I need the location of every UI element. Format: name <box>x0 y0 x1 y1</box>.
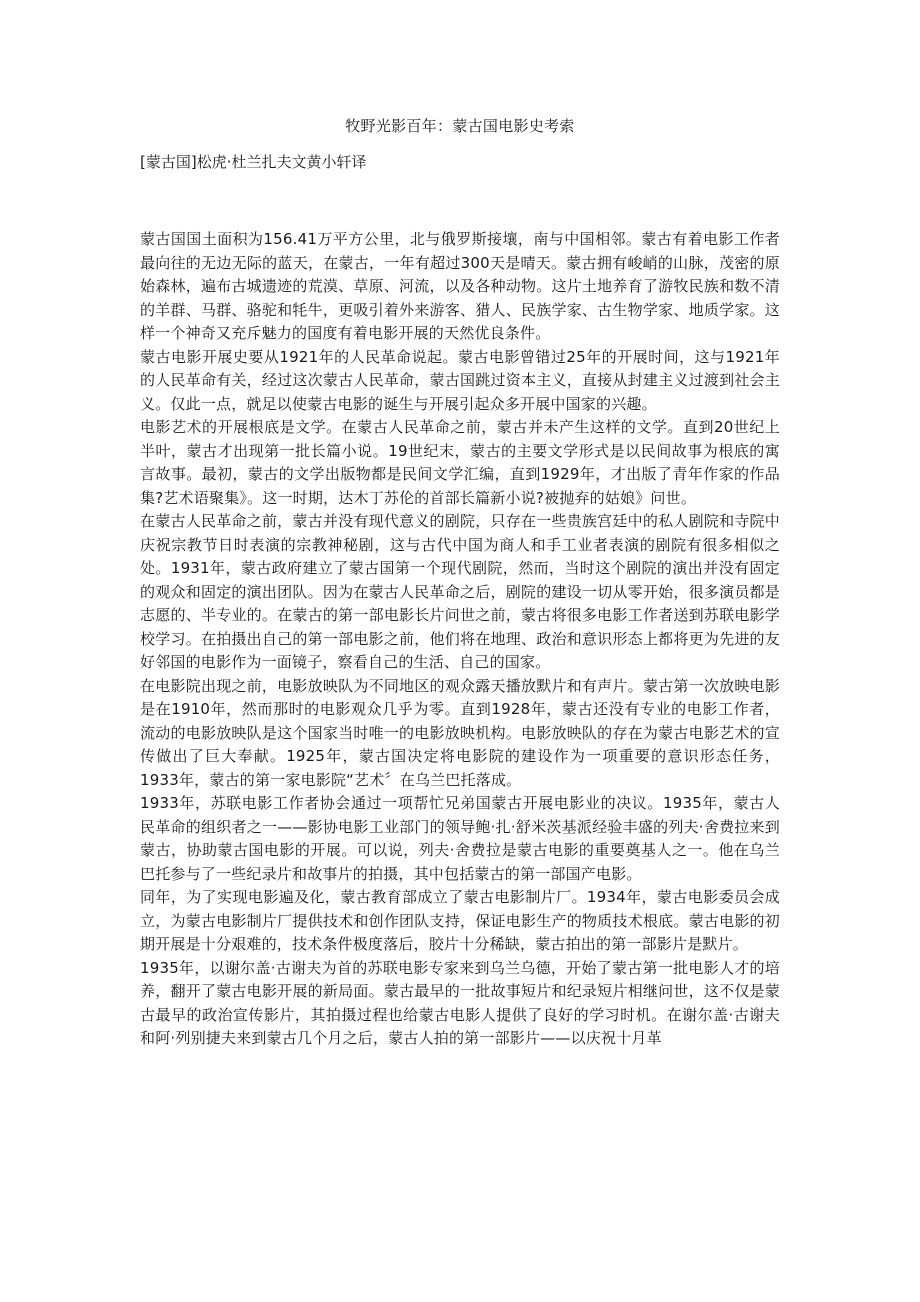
document-body <box>140 228 780 1051</box>
body-paragraph: 同年，为了实现电影遍及化，蒙古教育部成立了蒙古电影制片厂。1934年，蒙古电影委员会成立，为蒙古电影制片厂提供技术和创作团队支持，保证电影生产的物质技术根底。蒙古电影的初期开展是十分艰难的，技术条件极度落后，胶片十分稀缺，蒙古拍出的第一部影片是默片。 <box>140 888 780 953</box>
body-paragraph: 在蒙古人民革命之前，蒙古并没有现代意义的剧院，只存在一些贵族宫廷中的私人剧院和寺院中庆祝宗教节日时表演的宗教神秘剧，这与古代中国为商人和手工业者表演的剧院有很多相似之处。1931年，蒙古政府建立了蒙古国第一个现代剧院，然而，当时这个剧院的演出并没有固定的观众和固定的演出团队。因为在蒙古人民革命之后，剧院的建设一切从零开始，很多演员都是志愿的、半专业的。在蒙古的第一部电影长片问世之前，蒙古将很多电影工作者送到苏联电影学校学习。在拍摄出自己的第一部电影之前，他们将在地理、政治和意识形态上都将更为先进的友好邻国的电影作为一面镜子，察看自己的生活、自己的国家。 <box>140 512 780 671</box>
body-paragraph: 电影艺术的开展根底是文学。在蒙古人民革命之前，蒙古并未产生这样的文学。直到20世纪上半叶，蒙古才出现第一批长篇小说。19世纪末，蒙古的主要文学形式是以民间故事为根底的寓言故事。最初，蒙古的文学出版物都是民间文学汇编，直到1929年，才出版了青年作家的作品集?艺术语聚集》。这一时期，达木丁苏伦的首部长篇新小说?被抛弃的姑娘》问世。 <box>140 418 780 507</box>
body-paragraph: 1933年，苏联电影工作者协会通过一项帮忙兄弟国蒙古开展电影业的决议。1935年，蒙古人民革命的组织者之一——影协电影工业部门的领导鲍·扎·舒米茨基派经验丰盛的列夫·舍费拉来到蒙古，协助蒙古国电影的开展。可以说，列夫·舍费拉是蒙古电影的重要奠基人之一。他在乌兰巴托参与了一些纪录片和故事片的拍摄，其中包括蒙古的第一部国产电影。 <box>140 794 780 883</box>
document-byline: [蒙古国]松虎·杜兰扎夫文黄小轩译 <box>140 153 367 171</box>
body-paragraph: 蒙古电影开展史要从1921年的人民革命说起。蒙古电影曾错过25年的开展时间，这与1921年的人民革命有关，经过这次蒙古人民革命，蒙古国跳过资本主义，直接从封建主义过渡到社会主义。仅此一点，就足以使蒙古电影的诞生与开展引起众多开展中国家的兴趣。 <box>140 347 780 413</box>
body-paragraph: 1935年，以谢尔盖·古谢夫为首的苏联电影专家来到乌兰乌德，开始了蒙古第一批电影人才的培养，翻开了蒙古电影开展的新局面。蒙古最早的一批故事短片和纪录短片相继问世，这不仅是蒙古最早的政治宣传影片，其拍摄过程也给蒙古电影人提供了良好的学习时机。在谢尔盖·古谢夫和阿·列别捷夫来到蒙古几个月之后，蒙古人拍的第一部影片——以庆祝十月革 <box>140 958 780 1047</box>
body-paragraph: 在电影院出现之前，电影放映队为不同地区的观众露天播放默片和有声片。蒙古第一次放映电影是在1910年，然而那时的电影观众几乎为零。直到1928年，蒙古还没有专业的电影工作者，流动的电影放映队是这个国家当时唯一的电影放映机构。电影放映队的存在为蒙古电影艺术的宣传做出了巨大奉献。1925年，蒙古国决定将电影院的建设作为一项重要的意识形态任务，1933年，蒙古的第一家电影院“艺术〞在乌兰巴托落成。 <box>140 676 780 789</box>
body-paragraph: 蒙古国国土面积为156.41万平方公里，北与俄罗斯接壤，南与中国相邻。蒙古有着电影工作者最向往的无边无际的蓝天，在蒙古，一年有超过300天是晴天。蒙古拥有峻峭的山脉，茂密的原始森林，遍布古城遗迹的荒漠、草原、河流，以及各种动物。这片土地养育了游牧民族和数不清的羊群、马群、骆驼和牦牛，更吸引着外来游客、猎人、民族学家、古生物学家、地质学家。这样一个神奇又充斥魅力的国度有着电影开展的天然优良条件。 <box>140 230 780 342</box>
document-title: 牧野光影百年：蒙古国电影史考索 <box>345 117 575 135</box>
